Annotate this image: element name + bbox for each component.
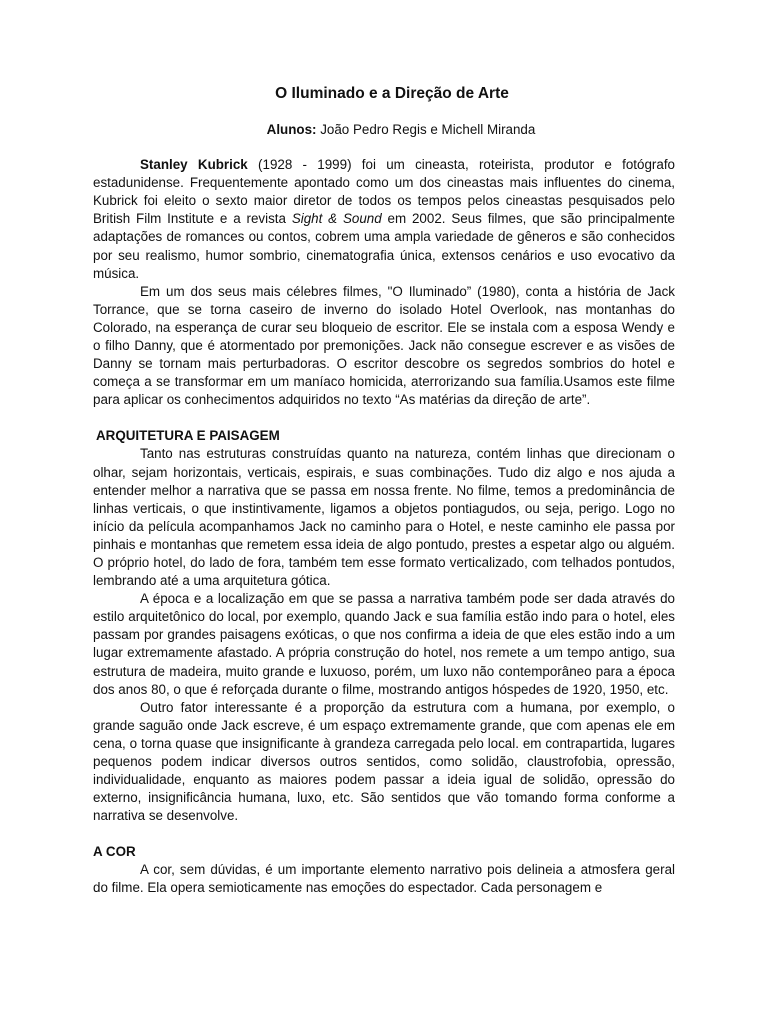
arch-paragraph-2: A época e a localização em que se passa a narrativa também pode ser dada através do estilo arquitetônico do local, por exemplo, quando Jack e sua família estão indo para o hotel, eles passam por grandes paisagens exóticas, o que nos confirma a ideia de que eles estão indo a um lugar extremamente afastado. A própria construção do hotel, nos remete a um tempo antigo, sua estrutura de madeira, muito grande e luxuoso, porém, um luxo não contemporâneo para a época dos anos 80, o que é reforçada durante o filme, mostrando antigos hóspedes de 1920, 1950, etc. [93,591,675,697]
intro-paragraph-1 [93,156,675,283]
section-heading-cor: A COR [93,844,136,860]
intro-paragraph-2: Em um dos seus mais célebres filmes, "O Iluminado” (1980), conta a história de Jack Torrance, que se torna caseiro de inverno do isolado Hotel Overlook, nas montanhas do Colorado, na esperança de curar seu bloqueio de escritor. Ele se instala com a esposa Wendy e o filho Danny, que é atormentado por premonições. Jack não consegue escrever e as visões de Danny se tornam mais perturbadoras. O escritor descobre os segredos sombrios do hotel e começa a se transformar em um maníaco homicida, aterrorizando sua família.Usamos este filme para aplicar os conhecimentos adquiridos no texto “As matérias da direção de arte”. [93,283,675,408]
authors-label: Alunos: [266,122,317,137]
page-title: O Iluminado e a Direção de Arte [275,85,509,102]
arch-paragraph-3: Outro fator interessante é a proporção da estrutura com a humana, por exemplo, o grande saguão onde Jack escreve, é um espaço extremamente grande, que com apenas ele em cena, o torna quase que insignificante à grandeza carregada pelo local. em contrapartida, lugares pequenos podem indicar diversos outros sentidos, como solidão, claustrofobia, opressão, individualidade, enquanto as maiores podem passar a ideia igual de solidão, opressão do externo, insignificância humana, luxo, etc. São sentidos que vão tomando forma conforme a narrativa se desenvolve. [93,699,675,824]
intro-p1-text-a: (1928 - 1999) foi um cineasta, roteirista, produtor e fotógrafo estadunidense. Frequentemente apontado como um dos cineastas mais influentes do cinema, Kubrick foi eleito o sexto maior diretor de todos os tempos pelos cineastas pesquisados pelo British Film Institute e a revista [93,157,675,227]
authors-line [93,121,675,139]
magazine-name: Sight & Sound [291,211,382,227]
authors-names: João Pedro Regis e Michell Miranda [316,122,536,137]
arch-paragraph-1: Tanto nas estruturas construídas quanto na natureza, contém linhas que direcionam o olhar, sejam horizontais, verticais, espirais, e suas combinações. Tudo diz algo e nos ajuda a entender melhor a narrativa que se passa em nossa frente. No filme, temos a predominância de linhas verticais, o que instintivamente, ligamos a objetos pontiagudos, ou seja, perigo. Logo no início da película acompanhamos Jack no caminho para o Hotel, e neste caminho ele passa por pinhais e montanhas que remetem essa ideia de algo pontudo, prestes a espetar algo ou alguém. O próprio hotel, do lado de fora, também tem esse formato verticalizado, com telhados pontudos, lembrando até a uma arquitetura gótica. [93,446,675,589]
director-name: Stanley Kubrick [140,157,248,173]
section-heading-arquitetura: ARQUITETURA E PAISAGEM [96,428,280,444]
cor-paragraph-1: A cor, sem dúvidas, é um importante elemento narrativo pois delineia a atmosfera geral do filme. Ela opera semioticamente nas emoções do espectador. Cada personagem e [93,862,675,896]
intro-p1-text-b: em 2002. Seus filmes, que são principalmente adaptações de romances ou contos, cobrem uma ampla variedade de gêneros e são conhecidos por seu realismo, humor sombrio, cinematografia única, extensos cenários e uso evocativo da música. [93,211,675,281]
